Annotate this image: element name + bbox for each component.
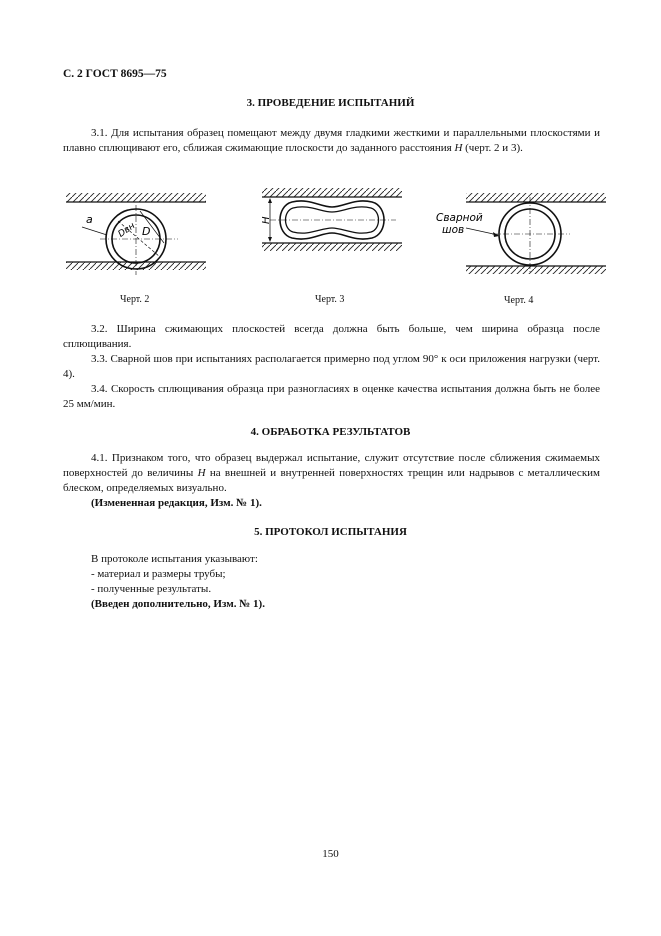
figure-3-drawing <box>261 188 402 251</box>
bottom-plate-hatch <box>262 243 402 251</box>
paragraph-4-1-text-b: на внешней и внутренней поверхностях трещин или надрывов с металлическим блеском, определяемых визуально. <box>63 467 601 494</box>
paragraph-3-1-text: 3.1. Для испытания образец помещают между двумя гладкими жесткими и параллельными плоскостями и плавно сплющивают его, сближая сжимающие плоскости до заданного расстояния <box>63 127 600 154</box>
paragraph-3-3: 3.3. Сварной шов при испытаниях располагается примерно под углом 90° к оси приложения нагрузки (черт. 4). <box>63 353 600 380</box>
figure-3-caption: Черт. 3 <box>315 294 345 305</box>
paragraph-4-1-text-a: 4.1. Признаком того, что образец выдержал испытание, служит отсутствие после сближения сжимаемых поверхностей до величины <box>63 452 600 479</box>
paragraph-3-1-end: (черт. 2 и 3). <box>465 142 523 154</box>
paragraph-4-1-var: H <box>197 467 206 479</box>
paragraph-3-2: 3.2. Ширина сжимающих плоскостей всегда должна быть больше, чем ширина образца после сплющивания. <box>63 323 600 350</box>
label-weld-1: Сварной <box>436 212 483 224</box>
protocol-intro: В протоколе испытания указывают: <box>91 553 258 565</box>
page-number: 150 <box>322 848 339 860</box>
paragraph-3-1 <box>63 126 600 156</box>
top-plate-hatch <box>262 188 402 197</box>
figures-diagram <box>0 185 661 310</box>
section-5-note: (Введен дополнительно, Изм. № 1). <box>91 598 265 610</box>
label-h: H <box>261 216 272 224</box>
paragraph-3-4: 3.4. Скорость сплющивания образца при разногласиях в оценке качества испытания должна быть не более 25 мм/мин. <box>63 383 600 410</box>
document-header: С. 2 ГОСТ 8695—75 <box>63 68 167 80</box>
paragraph-4-1 <box>63 451 600 496</box>
weld-leader <box>466 228 498 235</box>
leader-a <box>82 227 107 235</box>
figure-4-caption: Черт. 4 <box>504 295 534 306</box>
flattened-pipe-inner <box>286 207 379 233</box>
figure-4-drawing <box>436 193 606 274</box>
section-4-title: 4. ОБРАБОТКА РЕЗУЛЬТАТОВ <box>250 426 411 438</box>
top-plate-hatch <box>466 193 606 202</box>
label-weld-2: шов <box>442 224 465 236</box>
label-d: D <box>142 225 151 238</box>
paragraph-3-1-var: H <box>454 142 463 154</box>
figure-2-caption: Черт. 2 <box>120 294 150 305</box>
figure-2-drawing <box>66 193 206 275</box>
top-plate-hatch <box>66 193 206 202</box>
label-a: a <box>86 213 93 226</box>
protocol-item-1: - материал и размеры трубы; <box>91 568 226 580</box>
section-3-title: 3. ПРОВЕДЕНИЕ ИСПЫТАНИЙ <box>246 97 415 109</box>
section-4-note: (Измененная редакция, Изм. № 1). <box>91 497 262 509</box>
protocol-item-2: - полученные результаты. <box>91 583 212 595</box>
weld-leader-arrow <box>493 232 499 237</box>
bottom-plate-hatch <box>466 266 606 274</box>
section-5-title: 5. ПРОТОКОЛ ИСПЫТАНИЯ <box>254 526 407 538</box>
label-dvn: Dвн <box>116 221 138 240</box>
